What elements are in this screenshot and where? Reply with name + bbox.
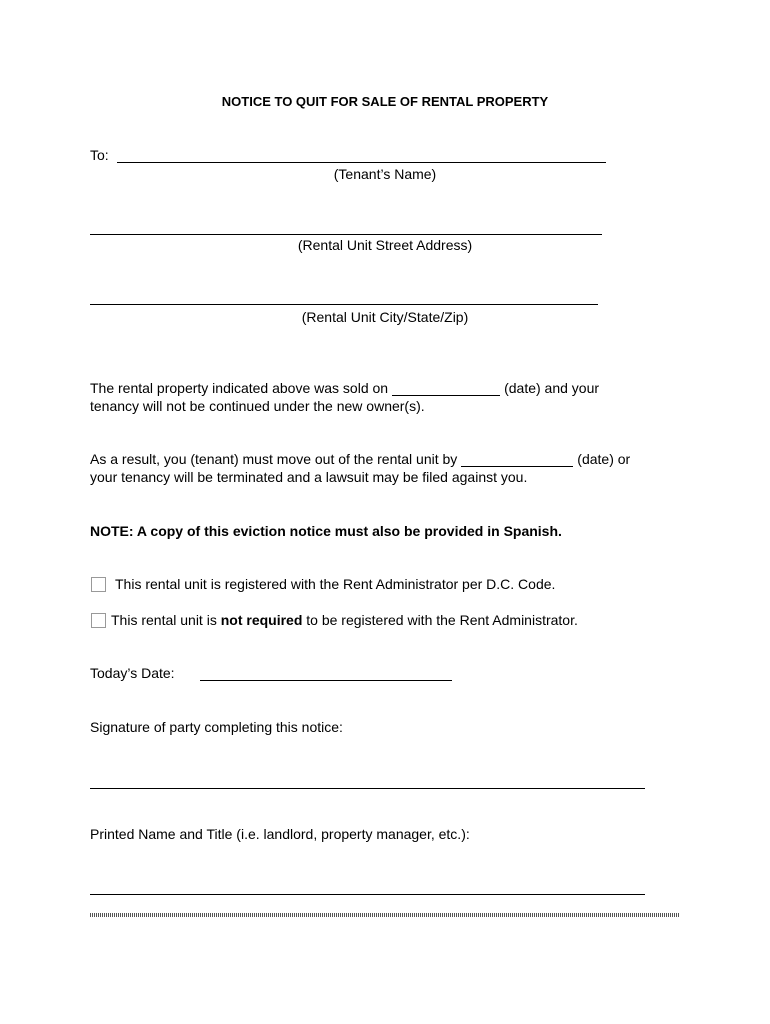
not-required-checkbox[interactable] [91,613,106,628]
not-required-checkbox-label [111,612,578,628]
move-out-paragraph-line2: your tenancy will be terminated and a lawsuit may be filed against you. [90,469,528,485]
move-out-paragraph-line1 [90,451,630,467]
todays-date-label: Today’s Date: [90,665,175,681]
registered-checkbox[interactable] [91,577,106,592]
printed-name-label: Printed Name and Title (i.e. landlord, property manager, etc.): [90,826,470,842]
sale-text-part1: The rental property indicated above was sold on [90,380,389,396]
sale-text-part2: (date) and your [504,380,600,396]
not-required-pre: This rental unit is [111,612,217,628]
tenant-name-field[interactable] [117,162,606,163]
spanish-note: NOTE: A copy of this eviction notice must also be provided in Spanish. [90,523,562,539]
street-address-caption: (Rental Unit Street Address) [297,237,473,253]
todays-date-field[interactable] [200,680,452,681]
not-required-post: to be registered with the Rent Administrator. [306,612,578,628]
street-address-field[interactable] [90,234,602,235]
dotted-divider [90,913,679,917]
tenant-name-caption: (Tenant’s Name) [333,166,437,182]
move-out-text-part1: As a result, you (tenant) must move out of the rental unit by [90,451,458,467]
document-title: NOTICE TO QUIT FOR SALE OF RENTAL PROPERTY [221,94,549,109]
sale-paragraph-line1 [90,380,599,396]
printed-name-field[interactable] [90,894,645,895]
sale-paragraph-line2: tenancy will not be continued under the new owner(s). [90,398,425,414]
signature-label: Signature of party completing this notice: [90,719,343,735]
move-out-text-part2: (date) or [577,451,631,467]
to-label: To: [90,147,109,163]
city-state-zip-field[interactable] [90,304,598,305]
city-state-zip-caption: (Rental Unit City/State/Zip) [301,309,469,325]
sale-date-field[interactable] [392,381,500,396]
move-out-date-field[interactable] [461,452,573,467]
registered-checkbox-label: This rental unit is registered with the Rent Administrator per D.C. Code. [115,576,556,592]
signature-field[interactable] [90,788,645,789]
not-required-bold: not required [220,612,303,628]
